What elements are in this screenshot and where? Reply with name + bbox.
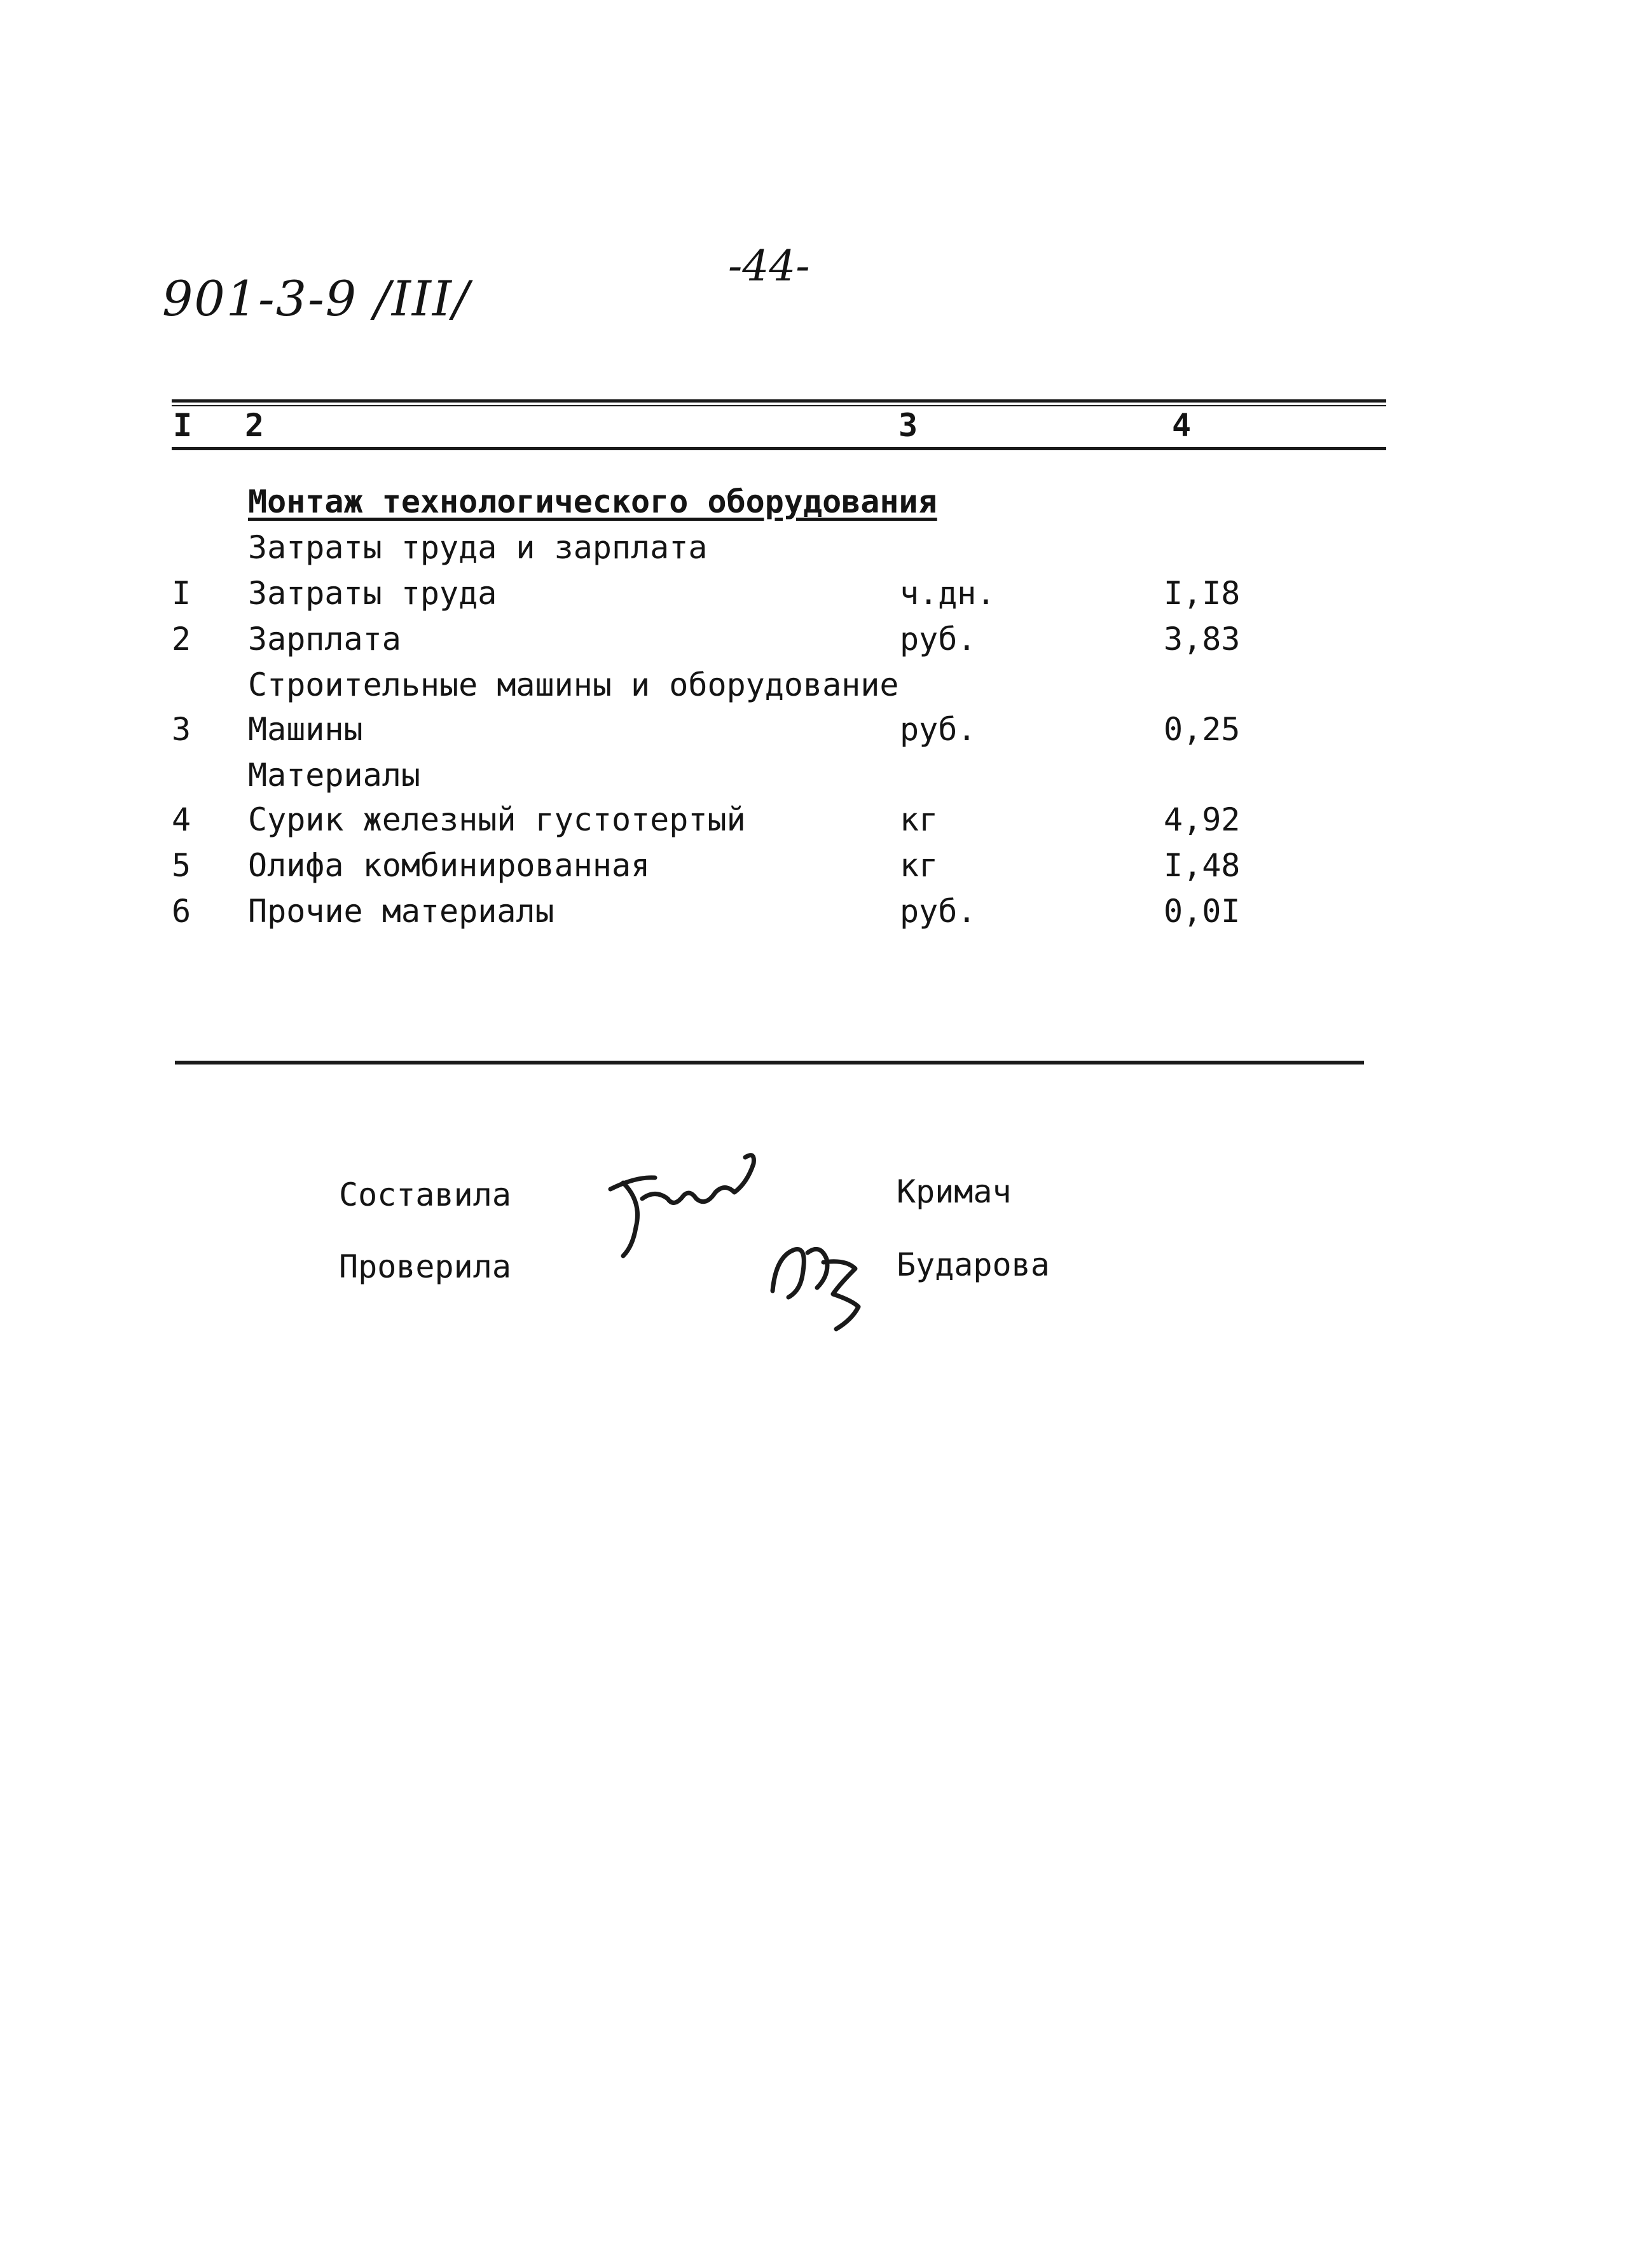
row-unit: руб.: [900, 893, 977, 930]
group-label: Строительные машины и оборудование: [248, 666, 899, 703]
group-label: Затраты труда и зарплата: [248, 529, 708, 566]
row-value: I,I8: [1164, 575, 1241, 612]
row-name: Затраты труда: [248, 575, 497, 612]
column-header-3: 3: [898, 407, 918, 444]
checked-by-label: Проверила: [339, 1248, 511, 1285]
row-number: 2: [172, 621, 191, 658]
table-top-rule-thin: [172, 405, 1386, 406]
compiled-by-name: Кримач: [897, 1173, 1012, 1210]
table-bottom-rule: [175, 1061, 1364, 1064]
row-value: 4,92: [1164, 801, 1241, 838]
row-number: 6: [172, 893, 191, 930]
row-value: 0,25: [1164, 711, 1241, 748]
row-name: Олифа комбинированная: [248, 847, 650, 884]
row-unit: ч.дн.: [900, 575, 996, 612]
row-name: Прочие материалы: [248, 893, 554, 930]
row-unit: кг: [900, 801, 939, 838]
group-label: Материалы: [248, 757, 420, 794]
row-value: I,48: [1164, 847, 1241, 884]
page-number: -44-: [728, 242, 810, 291]
row-unit: руб.: [900, 711, 977, 748]
table-top-rule: [172, 399, 1386, 403]
section-title: Монтаж технологического оборудования: [248, 483, 937, 520]
row-value: 0,0I: [1164, 893, 1241, 930]
document-code: 901-3-9 /III/: [162, 270, 471, 327]
row-name: Сурик железный густотертый: [248, 801, 746, 838]
header-bottom-rule: [172, 447, 1386, 450]
row-unit: кг: [900, 847, 939, 884]
compiled-signature: [598, 1138, 776, 1265]
row-value: 3,83: [1164, 621, 1241, 658]
column-header-1: I: [173, 407, 193, 444]
row-number: 5: [172, 847, 191, 884]
row-name: Машины: [248, 711, 363, 748]
column-header-4: 4: [1172, 407, 1192, 444]
row-number: 3: [172, 711, 191, 748]
row-name: Зарплата: [248, 621, 401, 658]
row-unit: руб.: [900, 621, 977, 658]
checked-signature: [763, 1230, 890, 1339]
row-number: I: [172, 575, 191, 612]
checked-by-name: Бударова: [897, 1246, 1050, 1283]
column-header-2: 2: [245, 407, 265, 444]
row-number: 4: [172, 801, 191, 838]
compiled-by-label: Составила: [339, 1176, 511, 1213]
